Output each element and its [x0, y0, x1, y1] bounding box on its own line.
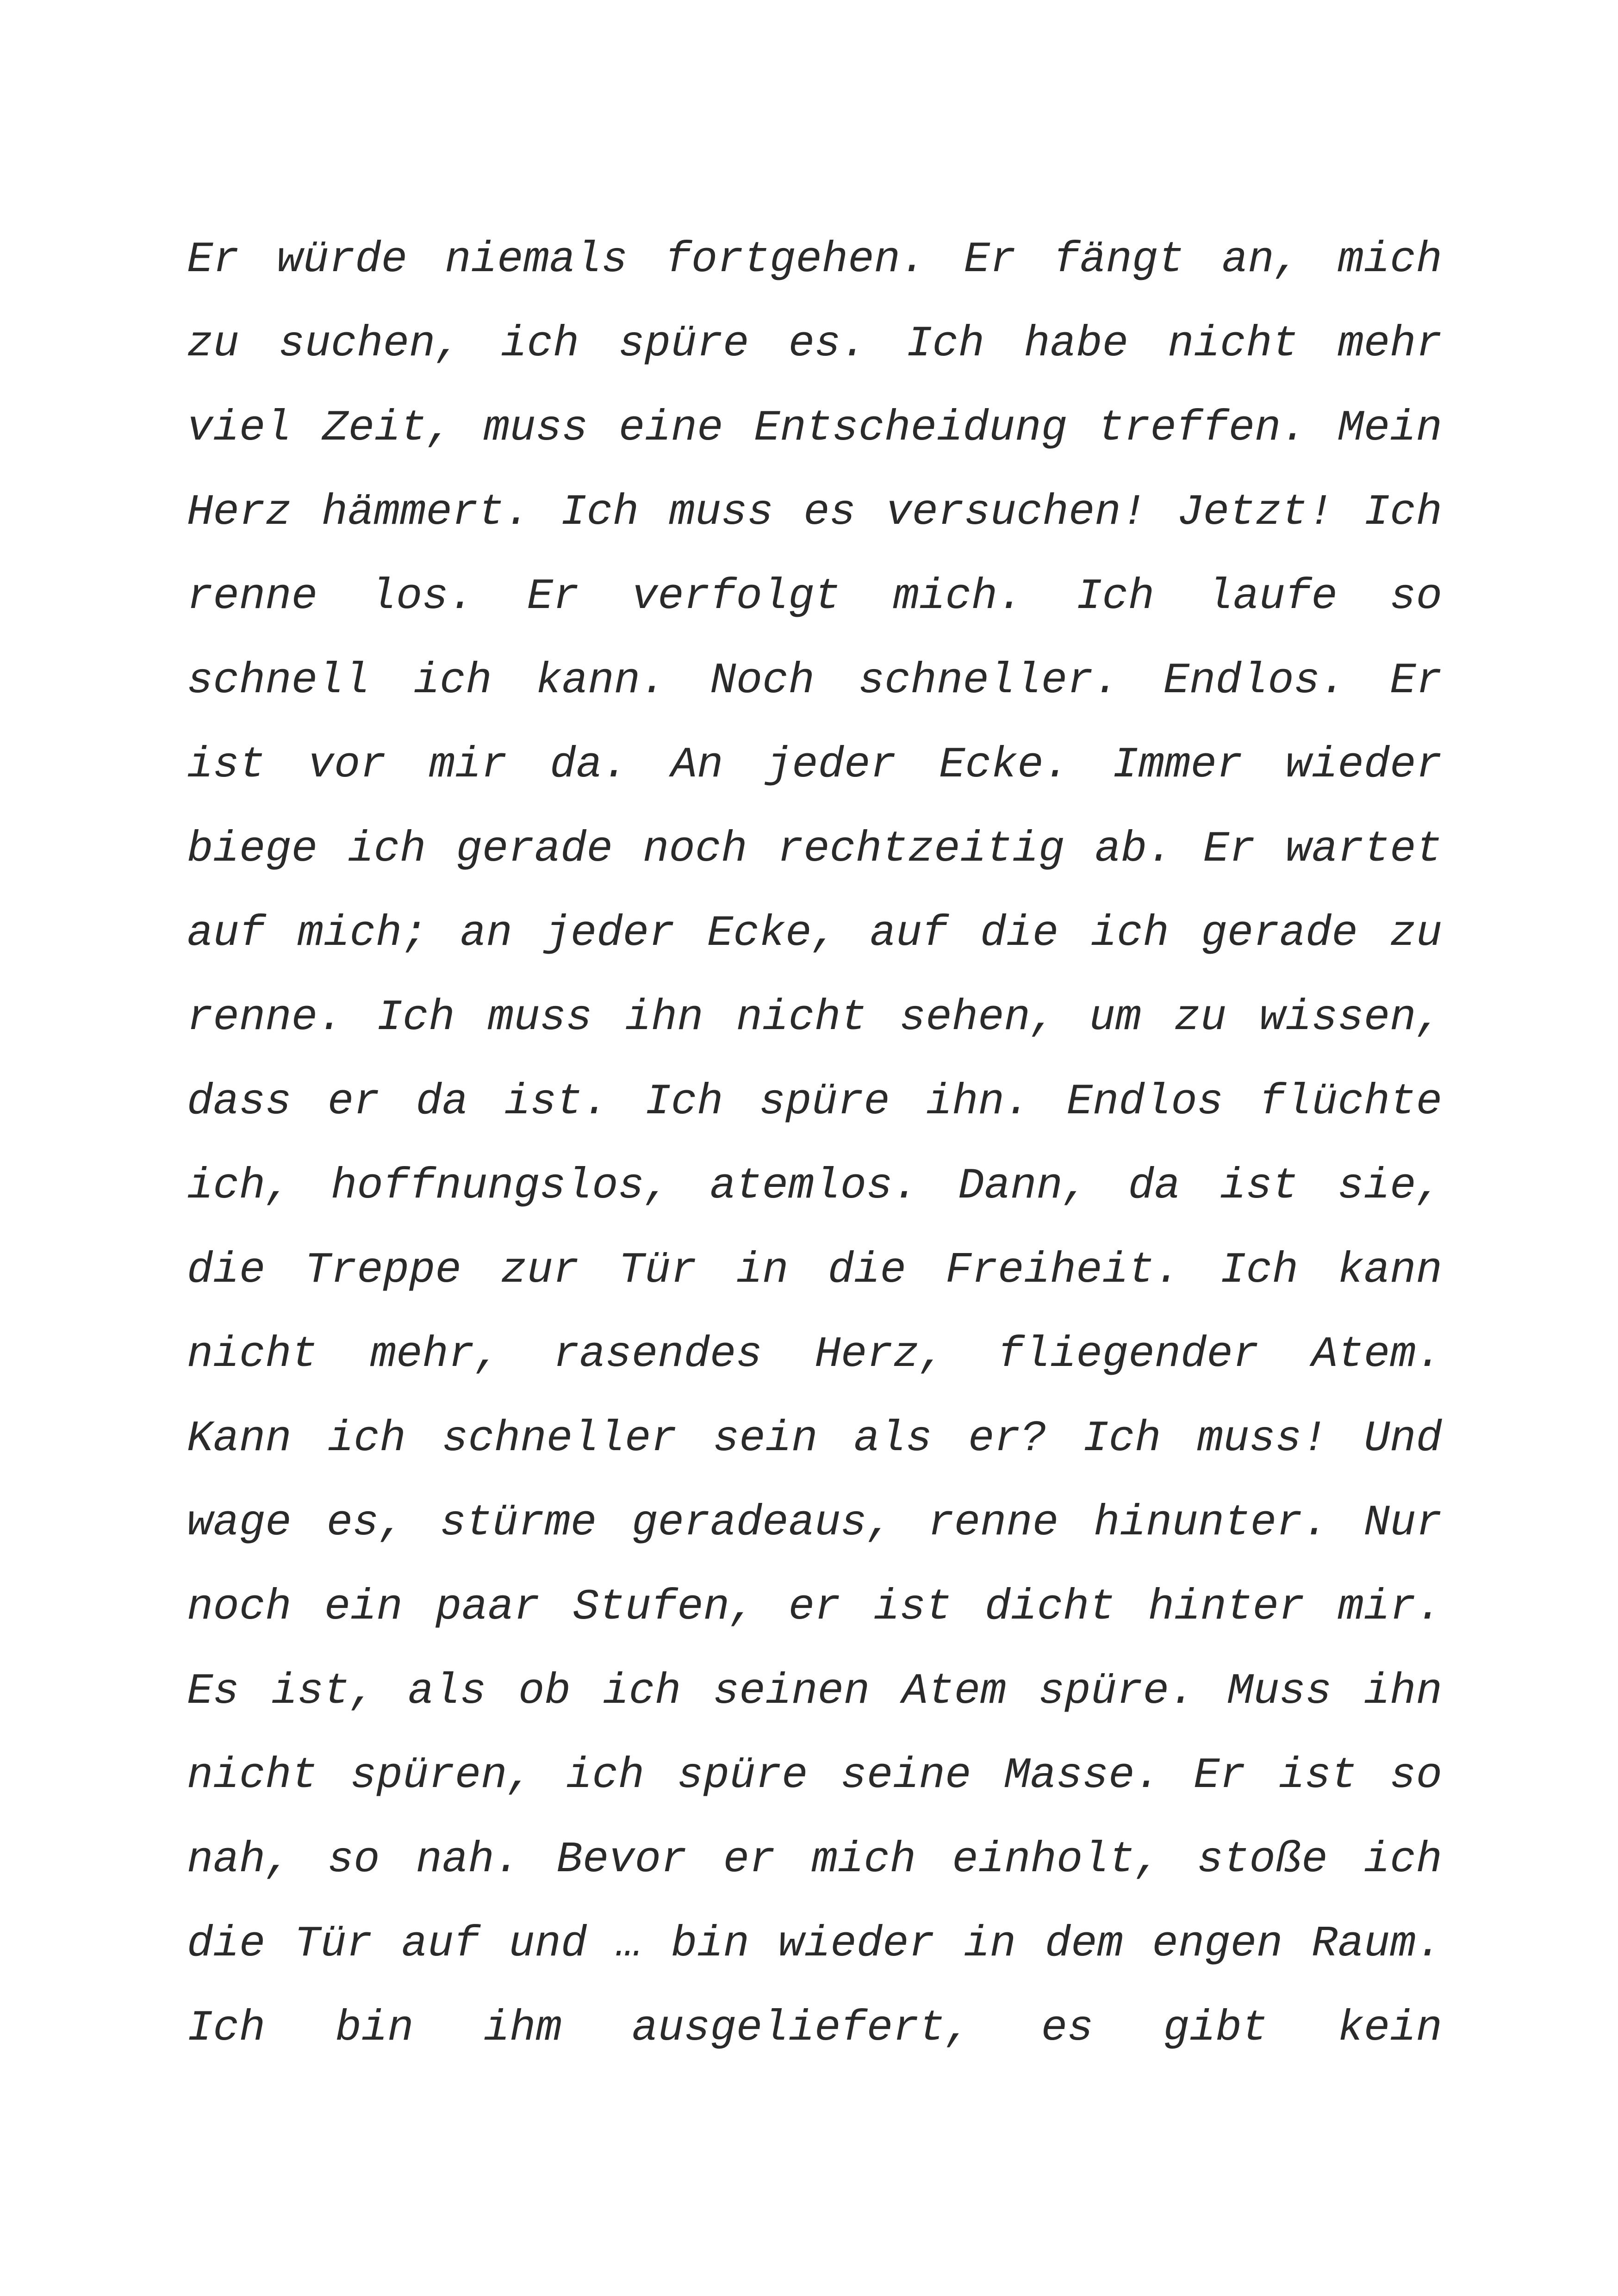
- text-line: schnell ich kann. Noch schneller. Endlos. Er: [187, 657, 1442, 706]
- text-line: wage es, stürme geradeaus, renne hinunter. Nur: [187, 1499, 1442, 1548]
- text-line: noch ein paar Stufen, er ist dicht hinter mir.: [187, 1583, 1442, 1632]
- text-line: Ich bin ihm ausgeliefert, es gibt kein: [187, 2004, 1442, 2053]
- text-line: renne. Ich muss ihn nicht sehen, um zu wissen,: [187, 993, 1442, 1043]
- text-line: Kann ich schneller sein als er? Ich muss! Und: [187, 1415, 1442, 1464]
- text-line: zu suchen, ich spüre es. Ich habe nicht mehr: [187, 320, 1442, 369]
- text-line: die Tür auf und … bin wieder in dem engen Raum.: [187, 1920, 1442, 1969]
- text-line: ich, hoffnungslos, atemlos. Dann, da ist sie,: [187, 1162, 1442, 1211]
- text-line: Es ist, als ob ich seinen Atem spüre. Muss ihn: [187, 1667, 1442, 1716]
- text-line: Er würde niemals fortgehen. Er fängt an, mich: [187, 236, 1442, 285]
- text-line: renne los. Er verfolgt mich. Ich laufe so: [187, 572, 1442, 621]
- text-line: Herz hämmert. Ich muss es versuchen! Jetzt! Ich: [187, 488, 1442, 537]
- text-line: ist vor mir da. An jeder Ecke. Immer wieder: [187, 741, 1442, 790]
- text-line: dass er da ist. Ich spüre ihn. Endlos flüchte: [187, 1078, 1442, 1127]
- text-line: viel Zeit, muss eine Entscheidung treffen. Mein: [187, 404, 1442, 453]
- text-line: biege ich gerade noch rechtzeitig ab. Er wartet: [187, 825, 1442, 874]
- text-line: nah, so nah. Bevor er mich einholt, stoße ich: [187, 1836, 1442, 1885]
- text-line: die Treppe zur Tür in die Freiheit. Ich kann: [187, 1246, 1442, 1295]
- text-line: auf mich; an jeder Ecke, auf die ich gerade zu: [187, 909, 1442, 958]
- text-line: nicht spüren, ich spüre seine Masse. Er ist so: [187, 1751, 1442, 1800]
- body-text: [187, 230, 1442, 2082]
- text-line: nicht mehr, rasendes Herz, fliegender Atem.: [187, 1330, 1442, 1379]
